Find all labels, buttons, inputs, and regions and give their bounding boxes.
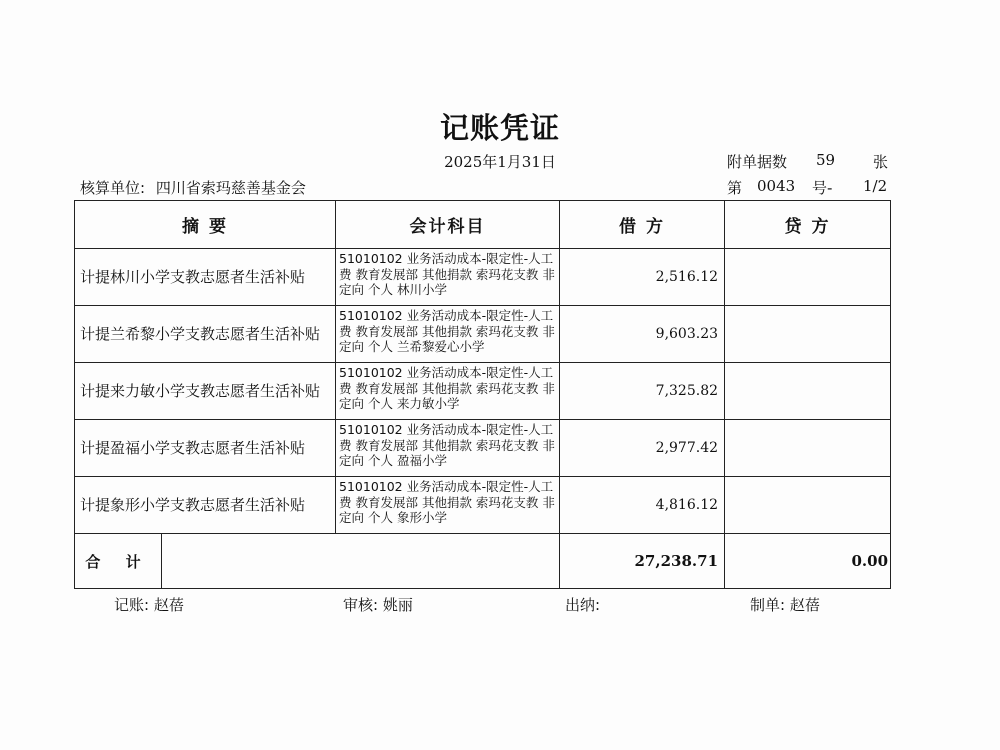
voucher-number: 0043: [757, 177, 796, 195]
table-row: [75, 477, 891, 534]
row-debit: 2,977.42: [560, 420, 725, 477]
table-row: [75, 306, 891, 363]
row-debit: 7,325.82: [560, 363, 725, 420]
document-title: 记账凭证: [439, 111, 560, 145]
row-credit: [725, 249, 891, 306]
voucher-date: 2025年1月31日: [444, 153, 556, 171]
row-account: 51010102 业务活动成本-限定性-人工费 教育发展部 其他捐款 索玛花支教 非定向 个人 盈福小学: [336, 420, 560, 477]
bookkeeper-signature: 记账: 赵蓓: [114, 596, 184, 614]
unit-label: 核算单位:: [80, 179, 146, 197]
voucher-table: [74, 200, 891, 589]
unit-name: 四川省索玛慈善基金会: [155, 179, 306, 197]
row-account: 51010102 业务活动成本-限定性-人工费 教育发展部 其他捐款 索玛花支教 非定向 个人 兰希黎爱心小学: [336, 306, 560, 363]
table-row: [75, 420, 891, 477]
header-summary: 摘 要: [75, 201, 336, 249]
page-number: 1/2: [863, 177, 888, 195]
total-row: [75, 534, 891, 589]
row-summary: 计提兰希黎小学支教志愿者生活补贴: [75, 306, 336, 363]
row-summary: 计提盈福小学支教志愿者生活补贴: [75, 420, 336, 477]
total-blank-cell: [162, 534, 560, 589]
accounting-unit: [80, 177, 306, 198]
cashier-signature: 出纳:: [565, 596, 601, 614]
row-debit: 9,603.23: [560, 306, 725, 363]
row-debit: 4,816.12: [560, 477, 725, 534]
header-credit: 贷 方: [725, 201, 891, 249]
row-account: 51010102 业务活动成本-限定性-人工费 教育发展部 其他捐款 索玛花支教 非定向 个人 林川小学: [336, 249, 560, 306]
voucher-suffix: 号-: [812, 179, 833, 197]
table-header-row: [75, 201, 891, 249]
attachments-label: 附单据数: [727, 153, 788, 171]
table-row: [75, 363, 891, 420]
attachments-unit: 张: [873, 153, 889, 171]
voucher-prefix: 第: [727, 179, 743, 197]
attachments-count: 59: [816, 151, 836, 169]
header-debit: 借 方: [560, 201, 725, 249]
reviewer-signature: 审核: 姚丽: [343, 596, 413, 614]
total-label: 合 计: [75, 534, 162, 589]
header-account: 会计科目: [336, 201, 560, 249]
table-row: [75, 249, 891, 306]
row-account: 51010102 业务活动成本-限定性-人工费 教育发展部 其他捐款 索玛花支教 非定向 个人 象形小学: [336, 477, 560, 534]
row-account: 51010102 业务活动成本-限定性-人工费 教育发展部 其他捐款 索玛花支教 非定向 个人 来力敏小学: [336, 363, 560, 420]
row-debit: 2,516.12: [560, 249, 725, 306]
total-debit: 27,238.71: [560, 534, 725, 589]
row-summary: 计提林川小学支教志愿者生活补贴: [75, 249, 336, 306]
row-credit: [725, 363, 891, 420]
preparer-signature: 制单: 赵蓓: [750, 596, 820, 614]
row-summary: 计提来力敏小学支教志愿者生活补贴: [75, 363, 336, 420]
total-credit: 0.00: [725, 534, 891, 589]
row-credit: [725, 420, 891, 477]
row-credit: [725, 477, 891, 534]
row-summary: 计提象形小学支教志愿者生活补贴: [75, 477, 336, 534]
row-credit: [725, 306, 891, 363]
